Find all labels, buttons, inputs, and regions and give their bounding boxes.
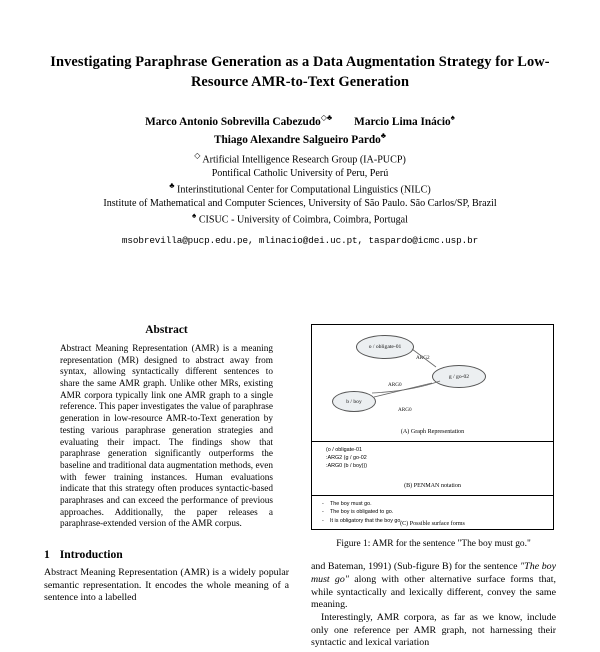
- right-paragraph-1-post: along with other alternative surface forms that, while syntactically and lexically different, convey the same meaning.: [311, 573, 556, 611]
- section-number: 1: [44, 548, 50, 561]
- abstract-text: Abstract Meaning Representation (AMR) is a meaning representation (MR) designed to abstract away from syntax, allowing syntactically different sentences to share the same AMR graph. Unlike other MRs, existing AMR corpora typically link one AMR graph to a single reference. This paper investigates the value of paraphrase generation in low-resource AMR-to-Text generation by testing various paraphrase generation strategies and evaluating their impact. The findings show that paraphrase generation significantly outperforms the baseline and traditional data augmentation methods, even with fewer training instances. Human evaluations indicate that this strategy often produces syntactic-based paraphrases and can exceed the performance of previous approaches. Additionally, the paper releases a paraphrase-extended version of the AMR corpus.: [60, 344, 273, 530]
- affiliation-text: Pontifical Catholic University of Peru, Perú: [211, 168, 389, 180]
- author-emails: msobrevilla@pucp.edu.pe, mlinacio@dei.uc.pt, taspardo@icmc.usp.br: [121, 235, 479, 247]
- affiliation-sup: ◇: [194, 151, 201, 161]
- surface-form-item: [322, 508, 402, 516]
- graph-edge-label-arg0-a: ARG0: [388, 382, 402, 388]
- penman-line: :ARG0 (b / boy))): [326, 463, 368, 470]
- author-sup-2: ♠: [450, 112, 455, 122]
- graph-edges-svg: [312, 325, 555, 429]
- figure-subcaption-b: (B) PENMAN notation: [404, 483, 461, 489]
- paper-page: [0, 52, 600, 652]
- section-heading-introduction: [44, 548, 289, 561]
- surface-form-item: [322, 500, 402, 508]
- figure-subcaption-c: (C) Possible surface forms: [400, 521, 465, 527]
- penman-line: :ARG2 (g / go-02: [326, 455, 367, 462]
- right-paragraph-1-italic: "The boy must go": [311, 561, 557, 585]
- graph-edge-label-arg2: ARG2: [416, 355, 430, 361]
- left-column: [44, 324, 289, 650]
- affiliation-sup: ♣: [169, 181, 175, 191]
- authors-line-2: [0, 130, 600, 148]
- author-name-2: Marcio Lima Inácio: [354, 115, 451, 128]
- graph-edge-label-arg0-b: ARG0: [398, 407, 412, 413]
- intro-paragraph-1: Abstract Meaning Representation (AMR) is a widely popular semantic representation. It encodes the whole meaning of a sentence into a labelled: [44, 567, 289, 604]
- affiliation-row: [0, 211, 600, 227]
- bullet-dash: -: [322, 509, 324, 516]
- right-paragraph-1: [311, 561, 556, 612]
- figure-divider-2: [312, 495, 553, 496]
- surface-form-text: It is obligatory that the boy go.: [330, 517, 402, 524]
- affiliation-row: [0, 151, 600, 167]
- right-paragraph-2: Interestingly, AMR corpora, as far as we know, include only one reference per AMR graph, not harnessing their syntactic and lexical variation: [311, 611, 556, 649]
- right-paragraph-1-pre: and Bateman, 1991) (Sub-figure B) for the sentence: [311, 561, 521, 573]
- affiliation-row: [0, 181, 600, 197]
- authors-line-1: [0, 112, 600, 130]
- penman-line: (o / obligate-01: [326, 447, 362, 453]
- surface-form-text: The boy must go.: [330, 501, 372, 507]
- graph-node-go: g / go-02: [432, 365, 486, 388]
- right-column: [311, 324, 556, 650]
- figure-1: [311, 324, 554, 530]
- bullet-dash: -: [322, 501, 324, 507]
- figure-caption: Figure 1: AMR for the sentence "The boy must go.": [336, 539, 531, 549]
- penman-notation: [326, 446, 367, 470]
- affiliation-text: CISUC - University of Coimbra, Coimbra, Portugal: [198, 214, 408, 226]
- figure-subcaption-a: (A) Graph Representation: [400, 429, 465, 435]
- affiliation-text: Institute of Mathematical and Computer Sciences, University of São Paulo. São Carlos/SP, Brazil: [103, 198, 497, 210]
- right-column-text: [311, 561, 556, 650]
- author-name-1: Marco Antonio Sobrevilla Cabezudo: [145, 115, 321, 128]
- author-name-3: Thiago Alexandre Salgueiro Pardo: [213, 133, 381, 146]
- affiliations-block: [0, 151, 600, 227]
- section-title: Introduction: [59, 548, 123, 561]
- affiliation-row: [0, 197, 600, 211]
- abstract-heading: Abstract: [145, 324, 188, 336]
- authors-block: [0, 112, 600, 149]
- page-title: Investigating Paraphrase Generation as a Data Augmentation Strategy for Low-Resource AMR-to-Text Generation: [50, 54, 550, 91]
- surface-form-text: The boy is obligated to go.: [330, 509, 394, 516]
- affiliation-row: [0, 167, 600, 181]
- bullet-dash: -: [322, 517, 324, 524]
- two-column-body: [44, 324, 556, 650]
- affiliation-sup: ♠: [192, 211, 197, 220]
- affiliation-text: Interinstitutional Center for Computational Linguistics (NILC): [177, 184, 431, 196]
- author-sup-1: ◇♣: [320, 112, 333, 122]
- author-sup-3: ♣: [380, 131, 387, 141]
- title-block: [44, 52, 556, 93]
- graph-node-obligate: o / obligate-01: [356, 335, 414, 359]
- affiliation-text: Artificial Intelligence Research Group (IA-PUCP): [202, 154, 406, 166]
- amr-graph: [312, 325, 553, 429]
- graph-node-boy: b / boy: [332, 391, 376, 412]
- figure-divider-1: [312, 441, 553, 442]
